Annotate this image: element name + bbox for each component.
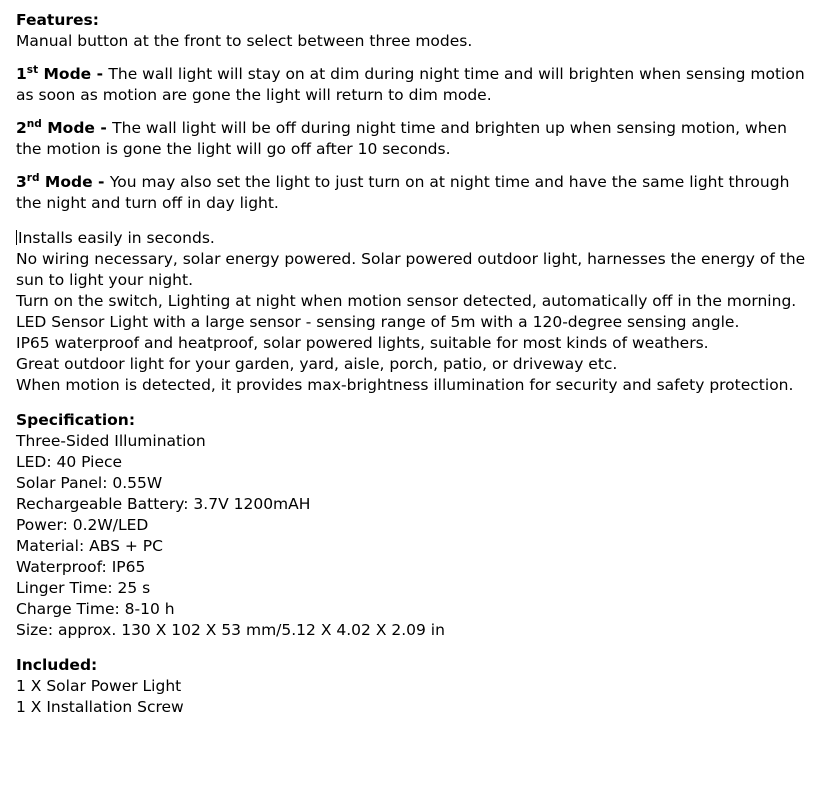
mode-2-text: The wall light will be off during night time and brighten up when sensing motion, when the motion is gone the light will go off after 10 seconds. xyxy=(16,119,787,158)
list-item: LED Sensor Light with a large sensor - sensing range of 5m with a 120-degree sensing angle. xyxy=(16,313,740,331)
spacer xyxy=(16,214,815,228)
mode-1-label: Mode - xyxy=(38,65,109,83)
mode-1-ordinal: 1 xyxy=(16,65,27,83)
list-item: Power: 0.2W/LED xyxy=(16,516,149,534)
list-item: When motion is detected, it provides max-brightness illumination for security and safety protection. xyxy=(16,376,794,394)
list-item: Solar Panel: 0.55W xyxy=(16,474,163,492)
included-heading: Included: xyxy=(16,656,98,674)
specification-heading: Specification: xyxy=(16,411,136,429)
list-item: Charge Time: 8-10 h xyxy=(16,600,175,618)
list-item xyxy=(16,228,815,249)
spacer xyxy=(16,160,815,172)
list-item: Linger Time: 25 s xyxy=(16,579,151,597)
mode-2-suffix: nd xyxy=(26,117,42,130)
mode-1-text: The wall light will stay on at dim during night time and will brighten when sensing motion as soon as motion are gone the light will return to dim mode. xyxy=(16,65,805,104)
mode-2-ordinal: 2 xyxy=(16,119,27,137)
specification-list xyxy=(16,431,815,641)
mode-1-paragraph xyxy=(16,64,815,106)
spacer xyxy=(16,52,815,64)
list-item: Turn on the switch, Lighting at night when motion sensor detected, automatically off in the morning. xyxy=(16,292,797,310)
spacer xyxy=(16,641,815,655)
spacer xyxy=(16,396,815,410)
mode-2-paragraph xyxy=(16,118,815,160)
mode-3-suffix: rd xyxy=(26,171,40,184)
text-cursor-icon xyxy=(16,230,17,245)
list-item: Size: approx. 130 X 102 X 53 mm/5.12 X 4.02 X 2.09 in xyxy=(16,621,445,639)
features-heading: Features: xyxy=(16,11,99,29)
list-item: 1 X Solar Power Light xyxy=(16,677,182,695)
list-item: 1 X Installation Screw xyxy=(16,698,184,716)
mode-3-ordinal: 3 xyxy=(16,173,27,191)
mode-3-text: You may also set the light to just turn on at night time and have the same light through the night and turn off in day light. xyxy=(16,173,790,212)
list-item: Rechargeable Battery: 3.7V 1200mAH xyxy=(16,495,311,513)
mode-2-label: Mode - xyxy=(41,119,113,137)
list-item: IP65 waterproof and heatproof, solar powered lights, suitable for most kinds of weathers. xyxy=(16,334,709,352)
list-item: LED: 40 Piece xyxy=(16,453,123,471)
list-item: Waterproof: IP65 xyxy=(16,558,146,576)
spacer xyxy=(16,106,815,118)
feature-bullet-list xyxy=(16,228,815,396)
included-list xyxy=(16,676,815,718)
list-item: No wiring necessary, solar energy powered. Solar powered outdoor light, harnesses the energy of the sun to light your night. xyxy=(16,250,806,289)
list-item: Material: ABS + PC xyxy=(16,537,163,555)
feature-bullet-0: Installs easily in seconds. xyxy=(18,229,215,247)
mode-3-label: Mode - xyxy=(39,173,110,191)
list-item: Three-Sided Illumination xyxy=(16,432,206,450)
mode-3-paragraph xyxy=(16,172,815,214)
features-intro: Manual button at the front to select between three modes. xyxy=(16,32,473,50)
list-item: Great outdoor light for your garden, yard, aisle, porch, patio, or driveway etc. xyxy=(16,355,618,373)
mode-1-suffix: st xyxy=(26,63,39,76)
